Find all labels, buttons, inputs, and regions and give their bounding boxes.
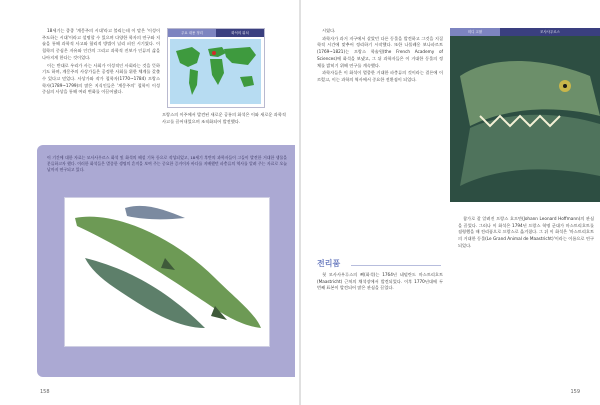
right-paragraph-1: 시였다. xyxy=(322,28,336,33)
left-paragraph-2: 이는 반대로 우리가 사는 사회가 이성적인 사회라는 것을 뜻하기도 하며, 계몽주의 사상가들은 공정한 사회를 위한 체계를 갖출 수 있다고 믿었다. 사상가와 작가 철학자(1770~1784) 프랑스 학자(1789~1799)의 많은 지식인들은 '계몽주의' 철학이 이성 중심의 사상을 통해 여러 변화를 이끌어냈다. xyxy=(42,62,160,95)
map-tabs xyxy=(168,29,264,37)
mosasaur-head-photo-icon xyxy=(450,36,600,202)
mosasaur-illustration xyxy=(64,197,270,347)
right-body-text xyxy=(317,28,443,85)
page-number-left: 158 xyxy=(40,389,50,395)
right-column-paragraph: 참가로 잘 알려진 프랑스 호프만(Johann Leonard Hoffmann)의 관심을 끌었다. 그러나 이 화석은 1794년 프랑스 혁명 군대가 마스트리흐트를 점령했을 때 전리품으로 프랑스로 옮겨졌다. 그 뒤 이 화석은 '마스트리흐트의 거대한 동물(Le Grand Animal de Maastricht)'이라는 이름으로 연구되었다. xyxy=(458,216,594,248)
sub-heading-text xyxy=(317,272,443,293)
mosasaur-illustration-icon xyxy=(65,198,269,346)
sub-heading: 전리품 xyxy=(317,259,341,268)
right-paragraph-2: 과학자가 과거 지구에서 살았던 다른 동물을 발견하고 그것을 지질학적 시간에 맞추어 정리하기 시작했다. 또한 나폴레옹 보나파르트(1769~1821)는 프랑스 학술원(the French Academy of Sciences)에 화석을 보냈고, 그 뒤 과학자들은 이 거대한 동물의 정체를 밝히기 위해 연구를 계속했다. xyxy=(317,35,443,68)
right-paragraph-3: 과학자들은 이 화석이 멸종한 거대한 파충류의 것이라는 결론에 이르렀고, 이는 과학의 역사에서 중요한 전환점이 되었다. xyxy=(317,70,443,82)
world-map-icon xyxy=(170,39,261,104)
page-number-right: 159 xyxy=(570,389,580,395)
right-column-text xyxy=(458,216,594,251)
left-body-text xyxy=(42,28,160,97)
sub-paragraph: 첫 모사사우루스의 뼈(화석)는 1764년 네덜란드 마스트리흐트(Maastricht) 근처의 채석장에서 발견되었다. 이후 1770년대에 두 번째 표본이 발견되어 많은 관심을 끌었다. xyxy=(317,272,443,291)
map-tab-summary: 주요 내용 정리 xyxy=(168,29,216,37)
world-map xyxy=(170,39,261,104)
right-page xyxy=(301,0,600,405)
map-box xyxy=(167,28,265,108)
info-panel-text: 이 기간에 대한 자료는 모사사우르스 화석 및 화석의 해설 기록 등으로 작성되었고, 18세기 후반의 과학자들이 그들이 발견한 거대한 생물을 분류하고자 했다. 이러한 화석들은 멸종한 생명의 흔적을 보여 주는 중요한 증거이자 바다를 지배했던 파충류의 역사를 알려 주는 자료로 오늘날까지 연구되고 있다. xyxy=(47,155,287,172)
photo-tab-left: 미디 고찰 xyxy=(450,28,500,36)
photo-tab-right: 모사사우르스 xyxy=(500,28,600,36)
left-paragraph-1: 18세기는 종종 '계몽주의 시대'라고 불리는데 이 말은 '이성이 주도하는 시대'이라고 설명할 수 있으며 다양한 학자의 연구와 저술을 통해 과학적 사고와 합리적 방법이 널리 퍼진 시기였다. 이 철학의 중심은 자유와 인간의 그리고 과학적 진보가 인류의 삶을 나아지게 한다는 것이었다. xyxy=(42,28,160,60)
map-tab-fossil-location: 화석의 위치 xyxy=(216,29,264,37)
photo-tabs xyxy=(450,28,600,36)
left-page xyxy=(0,0,299,405)
left-middle-text: 프랑스의 이주에서 발견된 새로운 공룡의 화석은 이와 새로운 과학적 사고를 끌어내었으며 조직화되어 발전했다. xyxy=(162,112,286,124)
sub-heading-divider xyxy=(351,265,441,266)
dinosaur-photo-box xyxy=(450,28,600,202)
